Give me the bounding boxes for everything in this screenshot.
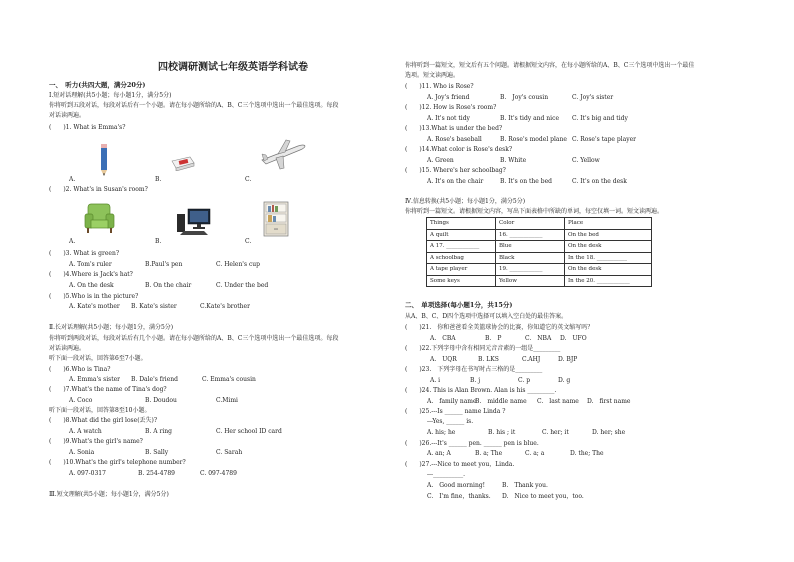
table-cell: Yellow bbox=[496, 275, 565, 287]
part-4-instruction: 你将听到一篇短文。请根据短文内容，写出下面表格中所缺的单词，每空仅填一词。短文读两遍。 bbox=[405, 208, 664, 215]
q13-option-b: B. Rose's model plane bbox=[500, 136, 567, 143]
q4-option-c: C. Under the bed bbox=[216, 282, 269, 289]
table-cell: On the desk bbox=[565, 241, 652, 253]
q14-option-c: C. Yellow bbox=[572, 157, 600, 164]
q11-option-c: C. Joy's sister bbox=[572, 94, 614, 101]
q1-option-c: C. bbox=[245, 176, 252, 183]
q6-option-b: B. Dale's friend bbox=[131, 376, 178, 383]
q8-option-b: B. A ring bbox=[145, 428, 172, 435]
table-cell: Blue bbox=[496, 241, 565, 253]
question-25-response: ---Yes, ______ is. bbox=[427, 418, 474, 425]
q11-option-a: A. Joy's friend bbox=[427, 94, 470, 101]
part-4-heading: Ⅳ.信息转换(共5小题；每小题1分，满分5分) bbox=[405, 198, 526, 205]
question-6: ( )6.Who is Tina? bbox=[49, 366, 111, 373]
q26-option-c: C. a; a bbox=[525, 450, 545, 457]
q26-option-a: A. an; A bbox=[427, 450, 451, 457]
q22-option-c: C.AHJ bbox=[522, 356, 541, 363]
part-2-heading: Ⅱ.长对话理解(共5小题；每小题1分，满分5分) bbox=[49, 324, 174, 331]
q3-option-b: B.Paul's pen bbox=[145, 261, 183, 268]
section-2-instruction: 从A、B、C、D四个选项中选择可以填入空白处的最佳答案。 bbox=[405, 313, 568, 320]
question-11: ( )11. Who is Rose? bbox=[405, 83, 474, 90]
q15-option-b: B. It's on the bed bbox=[500, 178, 552, 185]
table-cell-blank-19[interactable]: 19. ____________ bbox=[496, 264, 565, 276]
part-1-heading: Ⅰ.短对话理解(共5小题；每小题1分，满分5分) bbox=[49, 92, 172, 99]
q25-option-d: D. her; she bbox=[592, 429, 626, 436]
part-3-instruction-cont: 选项。短文读两遍。 bbox=[405, 72, 460, 79]
q4-option-a: A. On the desk bbox=[69, 282, 114, 289]
q2-option-b: B. bbox=[155, 238, 162, 245]
q23-option-a: A. i bbox=[430, 377, 441, 384]
q15-option-c: C. It's on the desk bbox=[572, 178, 627, 185]
table-cell-blank-16[interactable]: 16. ____________ bbox=[496, 229, 565, 241]
q5-option-c: C.Kate's brother bbox=[200, 303, 250, 310]
airplane-icon bbox=[258, 136, 308, 172]
question-14: ( )14.What color is Rose's desk? bbox=[405, 146, 513, 153]
q2-option-c: C. bbox=[245, 238, 252, 245]
table-row bbox=[427, 264, 652, 276]
question-3: ( )3. What is green? bbox=[49, 250, 120, 257]
q9-option-b: B. Sally bbox=[145, 449, 169, 456]
table-row bbox=[427, 229, 652, 241]
page-title: 四校调研测试七年级英语学科试卷 bbox=[158, 62, 308, 73]
computer-icon bbox=[176, 208, 212, 236]
q5-option-b: B. Kate's sister bbox=[131, 303, 177, 310]
q13-option-a: A. Rose's baseball bbox=[427, 136, 482, 143]
question-1: ( )1. What is Emma's? bbox=[49, 124, 126, 131]
q23-option-d: D. g bbox=[558, 377, 571, 384]
table-cell: Black bbox=[496, 252, 565, 264]
q27-option-a: A. Good morning! bbox=[427, 482, 486, 489]
question-15: ( )15. Where's her schoolbag? bbox=[405, 167, 506, 174]
q7-option-c: C.Mimi bbox=[216, 397, 238, 404]
q25-option-c: C. her; it bbox=[542, 429, 569, 436]
q27-option-c: C. I'm fine，thanks. bbox=[427, 493, 491, 500]
q8-option-c: C. Her school ID card bbox=[216, 428, 282, 435]
q12-option-c: C. It's big and tidy bbox=[572, 115, 628, 122]
q21-option-a: A. CBA bbox=[430, 335, 456, 342]
section-2-heading: 二、 单项选择(每小题1分，共15分) bbox=[405, 301, 513, 309]
info-table bbox=[426, 217, 652, 287]
question-27: ( )27.---Nice to meet you，Linda. bbox=[405, 461, 515, 468]
table-cell: Some keys bbox=[427, 275, 496, 287]
question-27-response: ---__________. bbox=[427, 471, 465, 478]
q1-option-b: B. bbox=[155, 176, 162, 183]
table-cell: A tape player bbox=[427, 264, 496, 276]
table-header-cell: Color bbox=[496, 218, 565, 230]
q24-option-d: D. first name bbox=[587, 398, 631, 405]
q1-option-a: A. bbox=[69, 176, 76, 183]
q9-option-a: A. Sonia bbox=[69, 449, 95, 456]
table-cell: On the desk bbox=[565, 264, 652, 276]
q25-option-a: A. his; he bbox=[427, 429, 456, 436]
table-header-row bbox=[427, 218, 652, 230]
q24-option-b: B. middle name bbox=[475, 398, 527, 405]
question-24: ( )24. This is Alan Brown. Alan is his _________. bbox=[405, 387, 557, 394]
part-2-instruction-cont: 对话读两遍。 bbox=[49, 345, 86, 352]
q22-option-a: A. UQR bbox=[430, 356, 457, 363]
table-cell: On the bed bbox=[565, 229, 652, 241]
table-cell-blank-18[interactable]: In the 18. ___________ bbox=[565, 252, 652, 264]
table-row bbox=[427, 252, 652, 264]
question-26: ( )26.---It's ______ pen. ______ pen is blue. bbox=[405, 440, 539, 447]
table-cell-blank-20[interactable]: In the 20. ____________ bbox=[565, 275, 652, 287]
question-9: ( )9.What's the girl's name? bbox=[49, 438, 143, 445]
question-13: ( )13.What is under the bed? bbox=[405, 125, 503, 132]
part-1-instruction: 你将听到五段对话，每段对话后有一个小题。请在每小题所给的A、B、C三个选项中选出一个最佳选项。每段 bbox=[49, 102, 339, 109]
question-8: ( )8.What did the girl lose(丢失)? bbox=[49, 417, 158, 424]
q10-option-a: A. 097-0317 bbox=[69, 470, 106, 477]
question-23: ( )23. 下列字母在书写时占三格的是_________ bbox=[405, 366, 543, 373]
q15-option-a: A. It's on the chair bbox=[427, 178, 484, 185]
table-cell: A quilt bbox=[427, 229, 496, 241]
armchair-icon bbox=[84, 202, 116, 234]
question-25: ( )25.---Is ______ name Linda ? bbox=[405, 408, 506, 415]
q21-option-b: B. P bbox=[485, 335, 502, 342]
question-22: ( )22.下列字母中含有相同元音音素的一组是_________ bbox=[405, 345, 561, 352]
section-1-heading: 一、 听力(共四大题，满分20分) bbox=[49, 81, 146, 89]
q27-option-b: B. Thank you. bbox=[502, 482, 548, 489]
q23-option-c: C. p bbox=[518, 377, 531, 384]
q23-option-b: B. j bbox=[470, 377, 481, 384]
eraser-icon bbox=[170, 155, 196, 171]
q21-option-d: D. UFO bbox=[560, 335, 587, 342]
table-cell-blank-17[interactable]: A 17. ____________ bbox=[427, 241, 496, 253]
q13-option-c: C. Rose's tape player bbox=[572, 136, 637, 143]
pencil-icon bbox=[100, 144, 108, 176]
q22-option-b: B. LKS bbox=[478, 356, 499, 363]
part-3-instruction: 你将听到一篇短文，短文后有五个问题。请根据短文内容，在每小题所给的A、B、C三个选项中选出一个最佳 bbox=[405, 62, 695, 69]
q25-option-b: B. his ; it bbox=[488, 429, 516, 436]
q7-option-a: A. Coco bbox=[69, 397, 93, 404]
question-2: ( )2. What's in Susan's room? bbox=[49, 186, 148, 193]
q24-option-c: C. last name bbox=[537, 398, 579, 405]
q6-option-c: C. Emma's cousin bbox=[202, 376, 256, 383]
question-5: ( )5.Who is in the picture? bbox=[49, 293, 139, 300]
q3-option-c: C. Helen's cup bbox=[216, 261, 261, 268]
q10-option-b: B. 254-4789 bbox=[138, 470, 175, 477]
question-10: ( )10.What's the girl's telephone number? bbox=[49, 459, 186, 466]
q21-option-c: C. NBA bbox=[525, 335, 552, 342]
q11-option-b: B. Joy's cousin bbox=[500, 94, 549, 101]
table-row bbox=[427, 241, 652, 253]
q26-option-d: D. the; The bbox=[570, 450, 604, 457]
part-1-instruction-cont: 对话读两遍。 bbox=[49, 112, 86, 119]
q12-option-a: A. It's not tidy bbox=[427, 115, 470, 122]
q5-option-a: A. Kate's mother bbox=[69, 303, 120, 310]
q9-option-c: C. Sarah bbox=[216, 449, 243, 456]
q8-option-a: A. A watch bbox=[69, 428, 102, 435]
bookcase-icon bbox=[263, 201, 289, 237]
part-2-sub-2: 听下面一段对话，回答第8至10小题。 bbox=[49, 407, 151, 414]
table-cell: A schoolbag bbox=[427, 252, 496, 264]
q7-option-b: B. Doudou bbox=[145, 397, 177, 404]
q4-option-b: B. On the chair bbox=[145, 282, 192, 289]
q12-option-b: B. It's tidy and nice bbox=[500, 115, 559, 122]
table-header-cell: Place bbox=[565, 218, 652, 230]
q22-option-d: D. BJP bbox=[558, 356, 578, 363]
q14-option-a: A. Green bbox=[427, 157, 454, 164]
q26-option-b: B. a; The bbox=[475, 450, 503, 457]
q10-option-c: C. 097-4789 bbox=[200, 470, 237, 477]
table-row bbox=[427, 275, 652, 287]
question-21: ( )21. 你和爸爸看全美篮球协会的比赛，你知道它的英文缩写吗？ bbox=[405, 324, 594, 331]
question-4: ( )4.Where is Jack's hat? bbox=[49, 271, 133, 278]
question-12: ( )12. How is Rose's room? bbox=[405, 104, 497, 111]
q2-option-a: A. bbox=[69, 238, 76, 245]
table-header-cell: Things bbox=[427, 218, 496, 230]
q6-option-a: A. Emma's sister bbox=[69, 376, 121, 383]
part-2-sub-1: 听下面一段对话，回答第6至7小题。 bbox=[49, 355, 147, 362]
q3-option-a: A. Tom's ruler bbox=[69, 261, 112, 268]
question-7: ( )7.What's the name of Tina's dog? bbox=[49, 386, 167, 393]
q14-option-b: B. White bbox=[500, 157, 527, 164]
part-2-instruction: 你将听到两段对话，每段对话后有几个小题。请在每小题所给的A、B、C三个选项中选出一个最佳选项。每段 bbox=[49, 335, 339, 342]
q24-option-a: A. family name bbox=[427, 398, 477, 405]
part-3-heading: Ⅲ.短文理解(共5小题；每小题1分，满分5分) bbox=[49, 491, 169, 498]
q27-option-d: D. Nice to meet you，too. bbox=[502, 493, 584, 500]
